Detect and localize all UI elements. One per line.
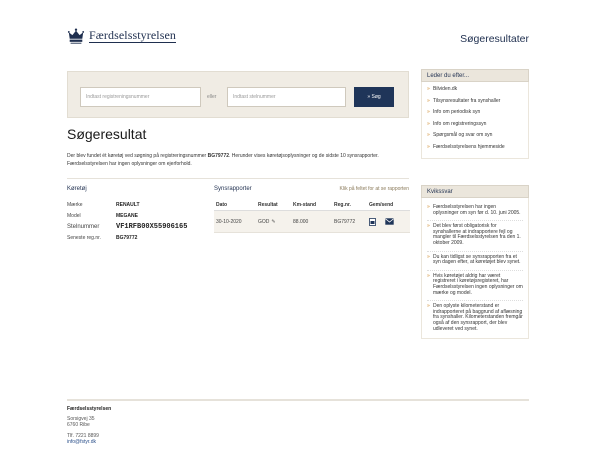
sidebar-link[interactable]	[427, 98, 523, 110]
sidebar-links-heading: Leder du efter...	[421, 69, 529, 82]
pencil-icon: ✎	[271, 218, 276, 225]
intro-text-part: Der blev fundet ét køretøj ved søgning på registreringsnummer	[67, 153, 208, 159]
sidebar-faq-box	[421, 185, 529, 385]
faq-item	[427, 301, 523, 336]
sidebar-link-label: Info om periodisk syn	[433, 109, 481, 116]
reports-table-header	[214, 199, 410, 211]
vehicle-value: RENAULT	[116, 201, 140, 208]
column-header-reg: Reg.nr.	[334, 201, 351, 208]
faq-item	[427, 221, 523, 251]
intro-text-part: . Herunder vises køretøjsoplysninger og de sidste 10 synsrapporter. Færdselsstyrelsen har ingen oplysninger om ejerforhold.	[67, 153, 379, 167]
arrow-right-icon: »	[427, 120, 430, 127]
arrow-right-icon: »	[427, 132, 430, 139]
chassis-number-input[interactable]: Indtast stelnummer	[227, 87, 346, 107]
vehicle-label: Stelnummer	[67, 223, 100, 230]
arrow-right-icon: »	[427, 204, 430, 210]
faq-item	[427, 271, 523, 301]
sidebar-links-box	[421, 69, 529, 177]
column-header-save-send: Gem/send	[369, 201, 394, 208]
email-icon[interactable]	[385, 218, 394, 225]
intro-reg-number: BG79772	[207, 153, 230, 159]
sidebar-link-label: Spørgsmål og svar om syn	[433, 132, 493, 139]
footer-phone: Tlf. 7221 8899	[67, 432, 99, 439]
registration-number-input[interactable]: Indtast registreningsnummer	[80, 87, 201, 107]
page-title: Søgeresultat	[67, 126, 147, 142]
faq-text: Den oplyste kilometerstand er indrapporteret på baggrund af aflæsning fra synshaller. Kilometerstanden fremgår også af den synsrapport, der blev udleveret ved synet.	[433, 303, 523, 332]
arrow-right-icon: »	[427, 253, 430, 260]
footer-org-name: Færdselsstyrelsen	[67, 406, 112, 412]
vehicle-label: Seneste reg.nr.	[67, 234, 101, 241]
vehicle-row-model	[67, 210, 207, 221]
footer-street: Sorsigvej 35	[67, 415, 95, 422]
sidebar-link-label: Færdselsstyrelsens hjemmeside	[433, 143, 505, 150]
vehicle-row-make	[67, 199, 207, 210]
vehicle-value: VF1RFB00X55906165	[116, 222, 188, 231]
vehicle-label: Model	[67, 212, 81, 219]
logo[interactable]	[67, 27, 176, 45]
vehicle-label: Mærke	[67, 201, 83, 208]
reports-heading: Synsrapporter	[214, 186, 252, 192]
sidebar-link[interactable]	[427, 132, 523, 144]
arrow-right-icon: »	[427, 303, 430, 310]
sidebar-link-label: Info om registreringssyn	[433, 120, 487, 127]
column-header-date: Dato	[216, 201, 228, 208]
faq-text: Du kan tidligst se synsrapporten fra et syn dagen efter, at køretøjet blev synet.	[433, 253, 521, 266]
reports-table	[214, 199, 410, 233]
column-header-km: Km-stand	[293, 201, 317, 208]
report-reg: BG79772	[334, 218, 356, 225]
faq-text: Hvis køretøjet aldrig har været registreret i køretøjsregisteret, har Færdselsstyrelsen ingen oplysninger om mærke og model.	[433, 272, 523, 296]
or-label: eller	[207, 94, 217, 100]
vehicle-row-vin	[67, 221, 207, 232]
arrow-right-icon: »	[427, 143, 430, 150]
page-heading: Søgeresultater	[460, 33, 529, 45]
vehicle-table	[67, 199, 207, 243]
vehicle-value: BG79772	[116, 234, 138, 241]
sidebar-link[interactable]	[427, 86, 523, 98]
save-pdf-icon[interactable]	[369, 218, 376, 226]
sidebar-link-label: Bilviden.dk	[433, 86, 458, 92]
sidebar-faq-list	[421, 198, 529, 339]
vehicle-value: MEGANE	[116, 212, 138, 219]
arrow-right-icon: »	[427, 109, 430, 116]
report-result-text: GOD	[258, 218, 270, 225]
report-result	[258, 219, 293, 225]
vehicle-row-regnr	[67, 232, 207, 243]
table-row[interactable]	[214, 211, 410, 233]
arrow-right-icon: »	[427, 86, 430, 92]
footer-divider	[67, 399, 529, 401]
search-button[interactable]: » Søg	[354, 87, 394, 107]
intro-text	[67, 152, 409, 168]
sidebar-links-list	[421, 82, 529, 159]
crown-icon	[67, 27, 85, 45]
footer-city: 6760 Ribe	[67, 422, 90, 429]
report-actions	[369, 218, 410, 226]
sidebar-link[interactable]	[427, 121, 523, 133]
sidebar-link-label: Tilsynsresultater fra synshaller	[433, 97, 501, 104]
header	[67, 27, 529, 49]
report-km: 88.000	[293, 218, 309, 225]
faq-text: Det blev først obligatorisk for synshallerne at indrapportere fejl og mangler til Færdselsstyrelsen fra den 1. oktober 2009.	[433, 223, 521, 246]
footer-email-link[interactable]: info@fstyr.dk	[67, 439, 96, 446]
reports-hint-link[interactable]: Klik på feltet for at se rapporten	[339, 186, 409, 192]
faq-item	[427, 252, 523, 271]
arrow-right-icon: »	[427, 223, 430, 230]
column-header-result: Resultat	[258, 201, 278, 208]
vehicle-heading: Køretøj	[67, 186, 87, 192]
logo-text: Færdselsstyrelsen	[89, 28, 177, 42]
arrow-right-icon: »	[427, 97, 430, 104]
footer	[67, 406, 111, 446]
faq-item	[427, 202, 523, 221]
search-panel	[67, 71, 409, 118]
sidebar-link[interactable]	[427, 109, 523, 121]
faq-text: Færdselsstyrelsen har ingen oplysninger om syn før d. 10. juni 2005.	[433, 204, 521, 216]
arrow-right-icon: »	[427, 272, 430, 279]
divider	[67, 178, 409, 179]
report-date: 30-10-2020	[216, 218, 242, 225]
sidebar-faq-heading: Kvikssvar	[421, 185, 529, 198]
sidebar-link[interactable]	[427, 144, 523, 156]
